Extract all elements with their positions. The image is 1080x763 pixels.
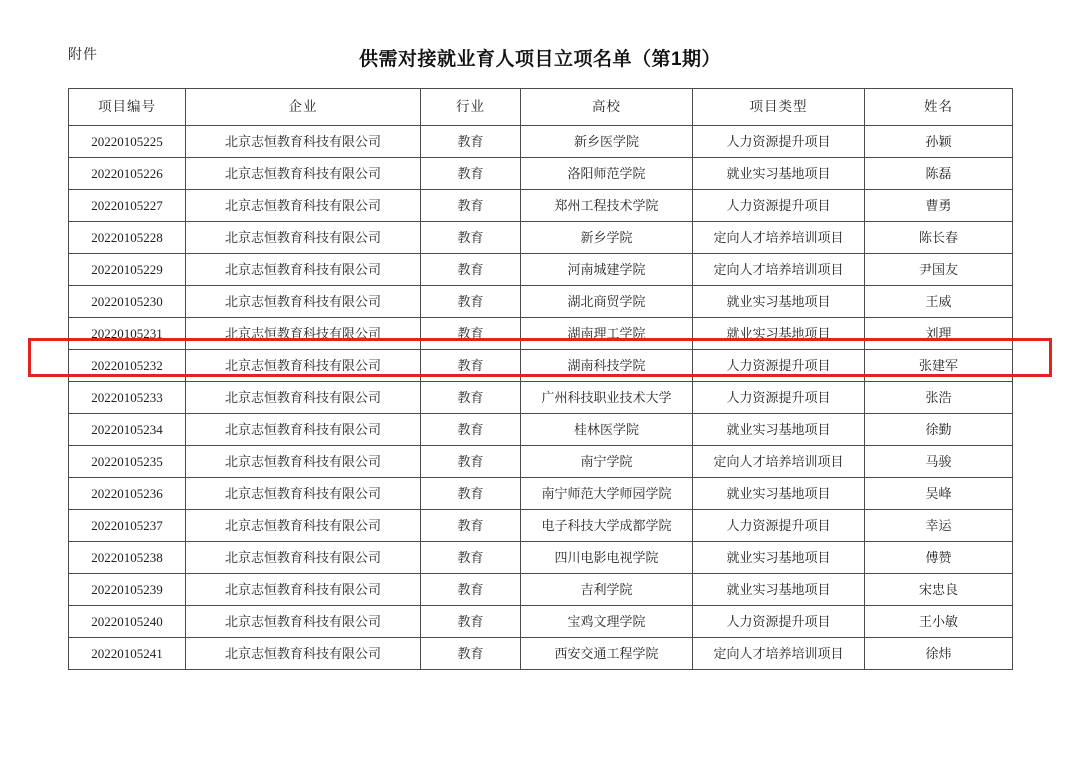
- table-header: [69, 89, 1013, 126]
- table-row: [69, 478, 1013, 510]
- table-row: [69, 190, 1013, 222]
- cell-school: 吉利学院: [521, 574, 693, 606]
- cell-school: 新乡学院: [521, 222, 693, 254]
- table-row: [69, 542, 1013, 574]
- cell-company: 北京志恒教育科技有限公司: [186, 190, 421, 222]
- cell-school: 湖北商贸学院: [521, 286, 693, 318]
- table-row: [69, 222, 1013, 254]
- cell-name: 刘理: [865, 318, 1013, 350]
- cell-name: 幸运: [865, 510, 1013, 542]
- table-row: [69, 414, 1013, 446]
- cell-company: 北京志恒教育科技有限公司: [186, 350, 421, 382]
- cell-company: 北京志恒教育科技有限公司: [186, 414, 421, 446]
- cell-name: 曹勇: [865, 190, 1013, 222]
- cell-school: 宝鸡文理学院: [521, 606, 693, 638]
- cell-industry: 教育: [421, 478, 521, 510]
- column-header-project-type: 项目类型: [693, 89, 865, 126]
- cell-company: 北京志恒教育科技有限公司: [186, 286, 421, 318]
- cell-project-id: 20220105238: [69, 542, 186, 574]
- cell-name: 徐勤: [865, 414, 1013, 446]
- project-list-table-wrapper: [68, 88, 1012, 670]
- cell-school: 河南城建学院: [521, 254, 693, 286]
- table-row: [69, 382, 1013, 414]
- cell-name: 张建军: [865, 350, 1013, 382]
- column-header-company: 企业: [186, 89, 421, 126]
- cell-school: 湖南科技学院: [521, 350, 693, 382]
- cell-company: 北京志恒教育科技有限公司: [186, 638, 421, 670]
- cell-project-type: 就业实习基地项目: [693, 286, 865, 318]
- cell-name: 徐炜: [865, 638, 1013, 670]
- cell-company: 北京志恒教育科技有限公司: [186, 158, 421, 190]
- table-row: [69, 574, 1013, 606]
- cell-project-id: 20220105241: [69, 638, 186, 670]
- cell-name: 王威: [865, 286, 1013, 318]
- cell-project-type: 就业实习基地项目: [693, 158, 865, 190]
- cell-industry: 教育: [421, 222, 521, 254]
- cell-company: 北京志恒教育科技有限公司: [186, 318, 421, 350]
- cell-industry: 教育: [421, 542, 521, 574]
- cell-school: 四川电影电视学院: [521, 542, 693, 574]
- cell-industry: 教育: [421, 158, 521, 190]
- cell-school: 电子科技大学成都学院: [521, 510, 693, 542]
- cell-project-type: 人力资源提升项目: [693, 350, 865, 382]
- cell-company: 北京志恒教育科技有限公司: [186, 446, 421, 478]
- cell-company: 北京志恒教育科技有限公司: [186, 222, 421, 254]
- page-title: 供需对接就业育人项目立项名单（第1期）: [358, 49, 722, 70]
- cell-project-id: 20220105240: [69, 606, 186, 638]
- table-body: [69, 126, 1013, 670]
- cell-school: 南宁学院: [521, 446, 693, 478]
- cell-company: 北京志恒教育科技有限公司: [186, 126, 421, 158]
- cell-industry: 教育: [421, 318, 521, 350]
- project-list-table: [68, 88, 1013, 670]
- cell-project-id: 20220105233: [69, 382, 186, 414]
- cell-project-id: 20220105231: [69, 318, 186, 350]
- cell-name: 陈磊: [865, 158, 1013, 190]
- table-row: [69, 318, 1013, 350]
- column-header-name: 姓名: [865, 89, 1013, 126]
- cell-company: 北京志恒教育科技有限公司: [186, 254, 421, 286]
- cell-industry: 教育: [421, 286, 521, 318]
- cell-school: 洛阳师范学院: [521, 158, 693, 190]
- cell-project-id: 20220105226: [69, 158, 186, 190]
- cell-name: 张浩: [865, 382, 1013, 414]
- table-row: [69, 638, 1013, 670]
- cell-industry: 教育: [421, 254, 521, 286]
- cell-project-id: 20220105227: [69, 190, 186, 222]
- cell-name: 吴峰: [865, 478, 1013, 510]
- cell-project-type: 就业实习基地项目: [693, 478, 865, 510]
- cell-industry: 教育: [421, 638, 521, 670]
- cell-project-id: 20220105236: [69, 478, 186, 510]
- cell-project-type: 人力资源提升项目: [693, 382, 865, 414]
- cell-school: 广州科技职业技术大学: [521, 382, 693, 414]
- cell-project-id: 20220105232: [69, 350, 186, 382]
- table-row: [69, 158, 1013, 190]
- cell-project-id: 20220105230: [69, 286, 186, 318]
- cell-name: 宋忠良: [865, 574, 1013, 606]
- cell-industry: 教育: [421, 510, 521, 542]
- cell-name: 傅赞: [865, 542, 1013, 574]
- table-row: [69, 126, 1013, 158]
- cell-project-type: 就业实习基地项目: [693, 414, 865, 446]
- cell-industry: 教育: [421, 574, 521, 606]
- cell-project-type: 就业实习基地项目: [693, 574, 865, 606]
- table-row: [69, 350, 1013, 382]
- cell-project-id: 20220105228: [69, 222, 186, 254]
- cell-school: 新乡医学院: [521, 126, 693, 158]
- column-header-industry: 行业: [421, 89, 521, 126]
- cell-project-type: 定向人才培养培训项目: [693, 446, 865, 478]
- cell-company: 北京志恒教育科技有限公司: [186, 382, 421, 414]
- table-row-highlighted: [69, 446, 1013, 478]
- column-header-project-id: 项目编号: [69, 89, 186, 126]
- cell-industry: 教育: [421, 414, 521, 446]
- cell-project-type: 定向人才培养培训项目: [693, 222, 865, 254]
- attachment-label: 附件: [68, 48, 98, 63]
- cell-school: 湖南理工学院: [521, 318, 693, 350]
- cell-name: 王小敏: [865, 606, 1013, 638]
- cell-name: 陈长春: [865, 222, 1013, 254]
- cell-school: 南宁师范大学师园学院: [521, 478, 693, 510]
- cell-company: 北京志恒教育科技有限公司: [186, 574, 421, 606]
- cell-project-type: 就业实习基地项目: [693, 542, 865, 574]
- cell-project-type: 定向人才培养培训项目: [693, 638, 865, 670]
- table-row: [69, 254, 1013, 286]
- cell-project-type: 人力资源提升项目: [693, 606, 865, 638]
- cell-project-id: 20220105235: [69, 446, 186, 478]
- cell-industry: 教育: [421, 606, 521, 638]
- cell-project-id: 20220105225: [69, 126, 186, 158]
- cell-project-type: 人力资源提升项目: [693, 510, 865, 542]
- cell-project-id: 20220105229: [69, 254, 186, 286]
- table-row: [69, 510, 1013, 542]
- cell-project-type: 人力资源提升项目: [693, 190, 865, 222]
- table-row: [69, 606, 1013, 638]
- cell-company: 北京志恒教育科技有限公司: [186, 510, 421, 542]
- cell-project-type: 定向人才培养培训项目: [693, 254, 865, 286]
- cell-project-type: 人力资源提升项目: [693, 126, 865, 158]
- cell-name: 马骏: [865, 446, 1013, 478]
- cell-company: 北京志恒教育科技有限公司: [186, 606, 421, 638]
- cell-name: 尹国友: [865, 254, 1013, 286]
- cell-school: 西安交通工程学院: [521, 638, 693, 670]
- cell-industry: 教育: [421, 190, 521, 222]
- cell-school: 桂林医学院: [521, 414, 693, 446]
- table-row: [69, 286, 1013, 318]
- cell-industry: 教育: [421, 126, 521, 158]
- cell-project-type: 就业实习基地项目: [693, 318, 865, 350]
- cell-company: 北京志恒教育科技有限公司: [186, 542, 421, 574]
- table-header-row: [69, 89, 1013, 126]
- cell-industry: 教育: [421, 446, 521, 478]
- cell-project-id: 20220105239: [69, 574, 186, 606]
- column-header-school: 高校: [521, 89, 693, 126]
- cell-project-id: 20220105234: [69, 414, 186, 446]
- cell-industry: 教育: [421, 350, 521, 382]
- cell-company: 北京志恒教育科技有限公司: [186, 478, 421, 510]
- cell-project-id: 20220105237: [69, 510, 186, 542]
- cell-industry: 教育: [421, 382, 521, 414]
- cell-school: 郑州工程技术学院: [521, 190, 693, 222]
- cell-name: 孙颖: [865, 126, 1013, 158]
